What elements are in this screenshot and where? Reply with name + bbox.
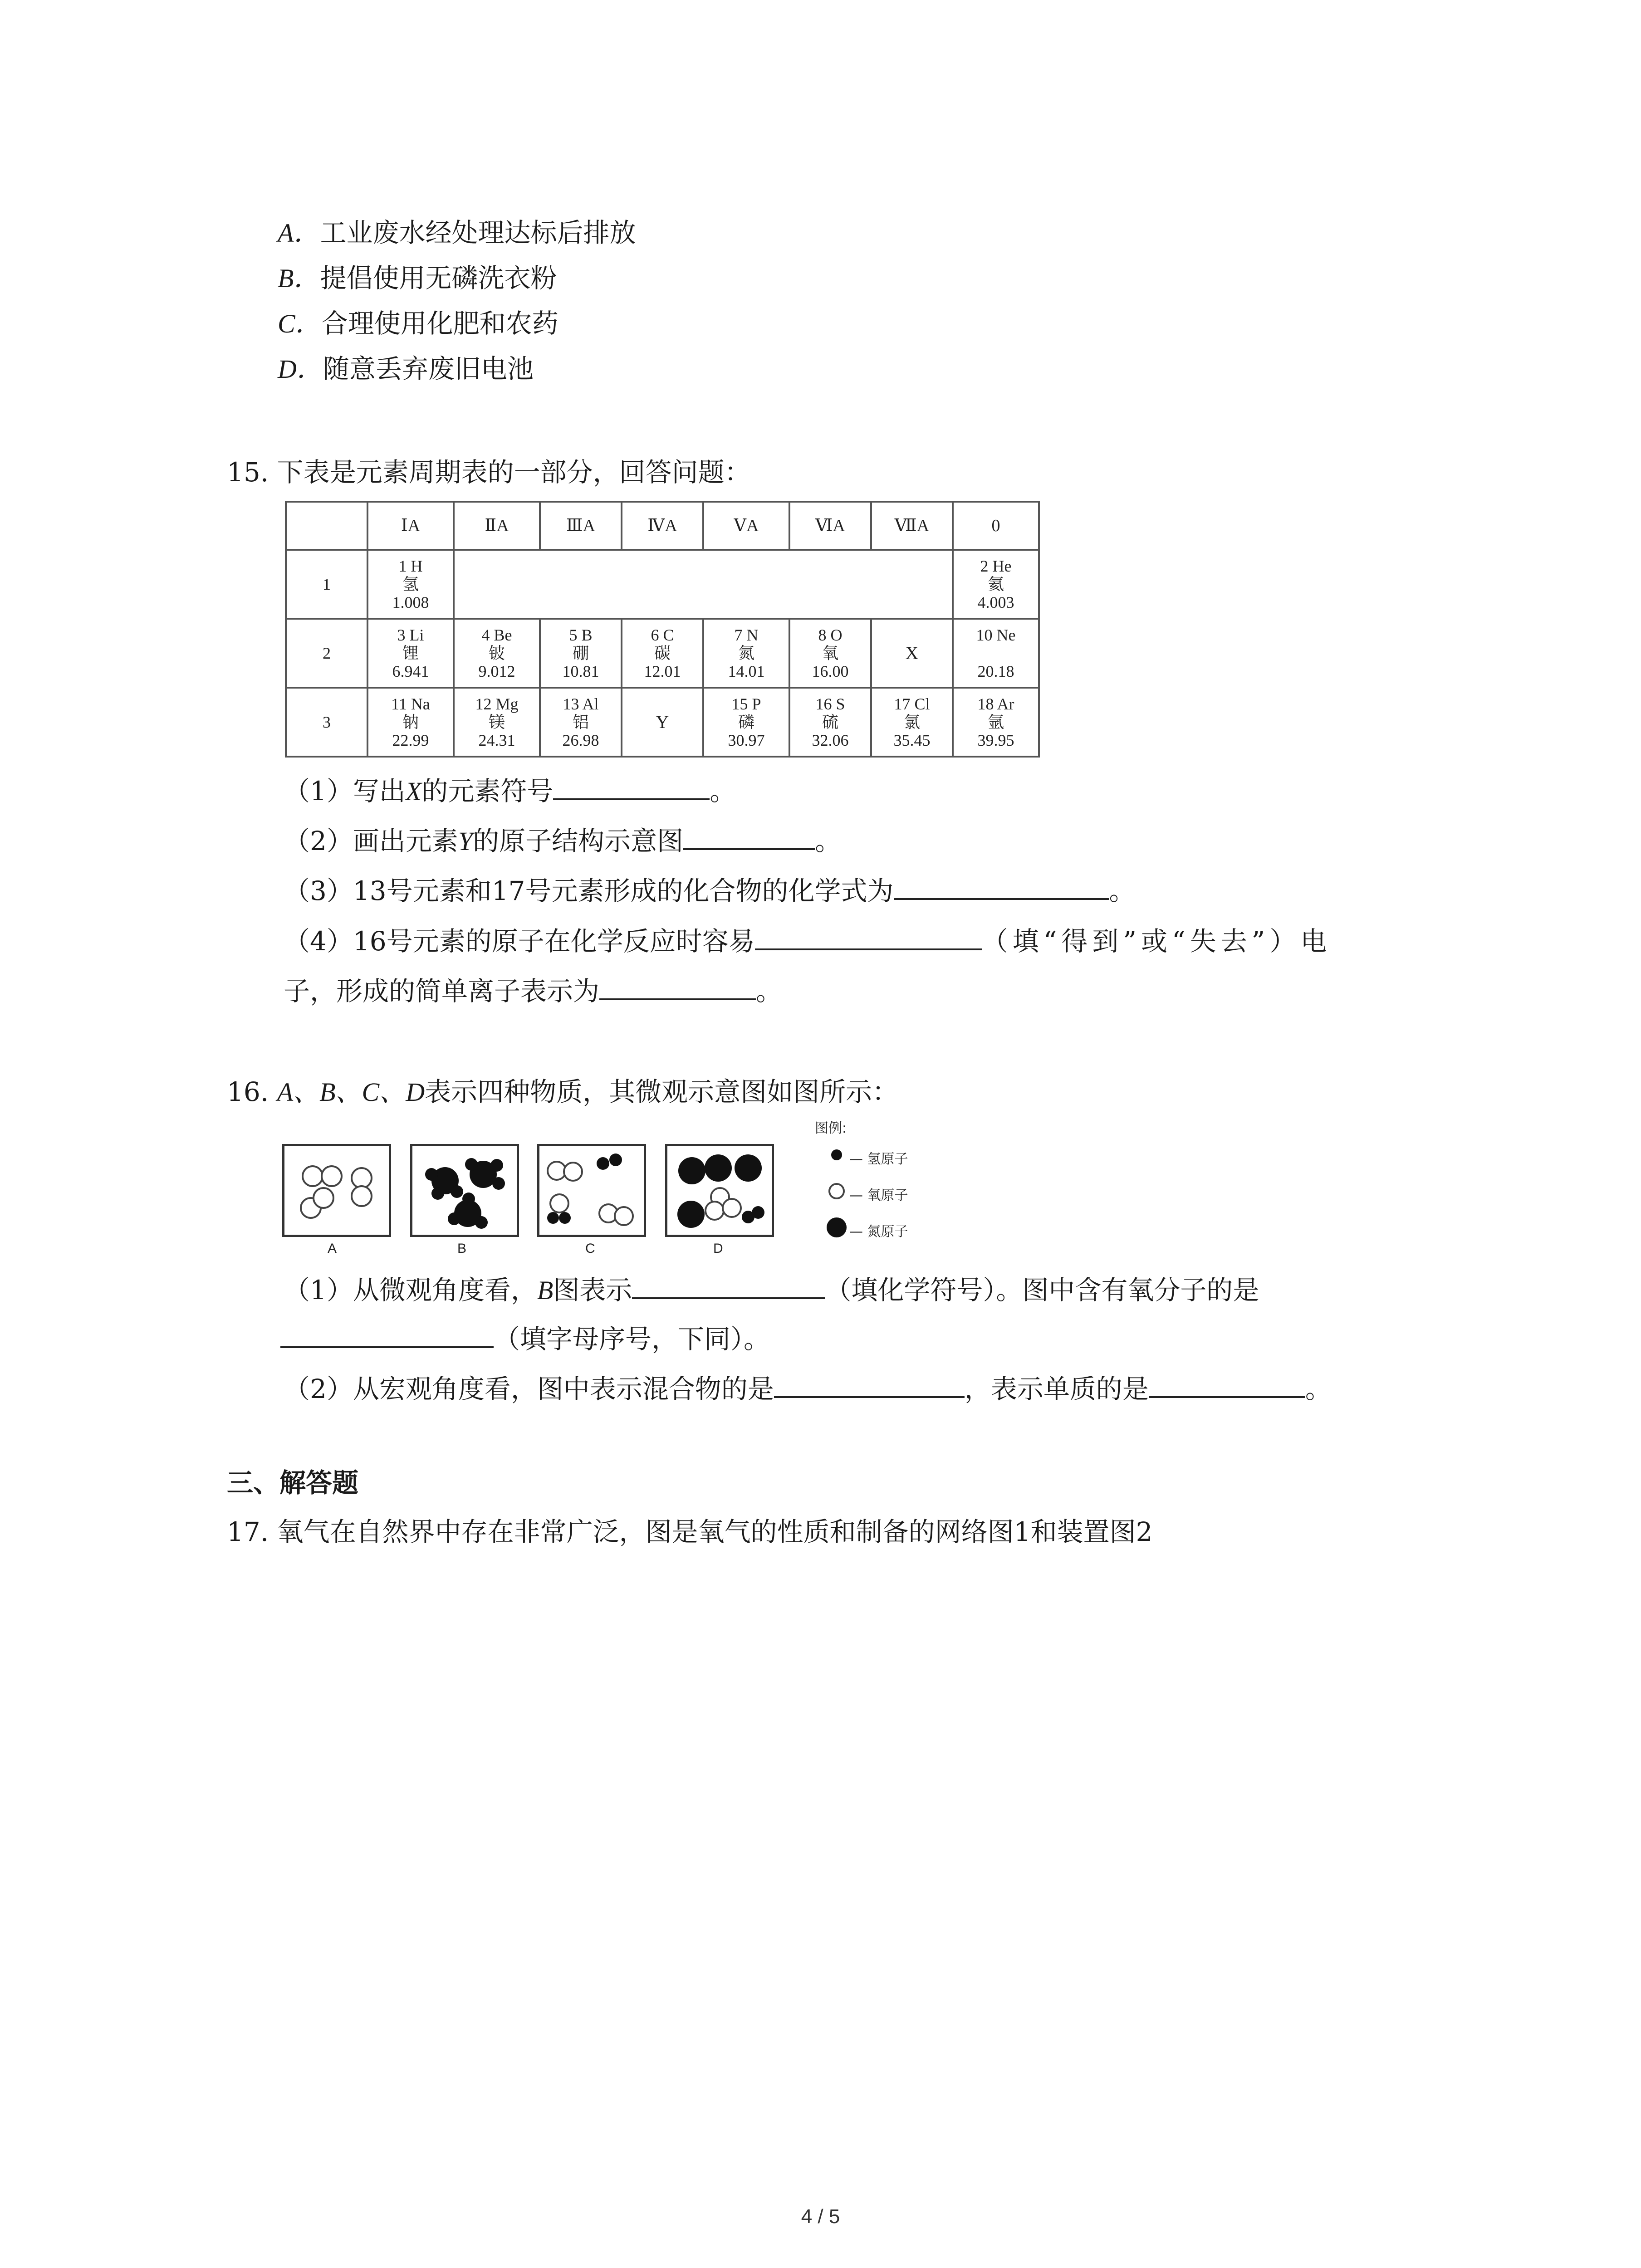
figure-label-d: D — [713, 1241, 723, 1256]
figure-label-b: B — [457, 1241, 467, 1256]
q15-sub4: （4）16号元素的原子在化学反应时容易 （填“得到”或“失去”）电 — [284, 922, 1331, 954]
element-cell: 13 Al 铝 26.98 — [540, 688, 622, 757]
answer-blank[interactable] — [632, 1271, 825, 1299]
figure-b — [410, 1144, 519, 1237]
legend-oxygen: — 氧原子 — [849, 1188, 908, 1203]
table-row — [286, 550, 1039, 619]
figure-d — [665, 1144, 774, 1237]
answer-blank[interactable] — [1149, 1370, 1305, 1398]
option-c-text: 合理使用化肥和农药 — [321, 308, 558, 339]
answer-blank[interactable] — [683, 822, 815, 850]
legend-hydrogen: — 氢原子 — [849, 1151, 908, 1167]
element-cell: 11 Na 钠 22.99 — [367, 688, 454, 757]
figure-label-c: C — [585, 1241, 595, 1256]
table-row — [286, 688, 1039, 757]
figure-label-a: A — [328, 1241, 337, 1256]
figure-b-drawing — [412, 1146, 517, 1235]
legend-nitrogen: — 氮原子 — [849, 1224, 908, 1240]
period-label: 1 — [286, 550, 367, 619]
header-cell: ⅥA — [789, 502, 871, 550]
q15-sub1: （1）写出X的元素符号 。 — [284, 772, 736, 805]
option-c-letter: C． — [278, 309, 322, 338]
table-row — [286, 619, 1039, 688]
element-cell: 12 Mg 镁 24.31 — [454, 688, 540, 757]
answer-blank[interactable] — [894, 872, 1109, 900]
option-a-text: 工业废水经处理达标后排放 — [320, 217, 636, 248]
page-number: 4 / 5 — [801, 2205, 840, 2228]
header-cell: ⅦA — [871, 502, 953, 550]
element-cell: 15 P 磷 30.97 — [703, 688, 789, 757]
answer-blank[interactable] — [774, 1370, 965, 1398]
option-b — [278, 265, 557, 292]
oxygen-atom-icon — [829, 1184, 844, 1198]
q15-sub3: （3）13号元素和17号元素形成的化合物的化学式为 。 — [284, 872, 1136, 904]
element-cell: 6 C 碳 12.01 — [622, 619, 703, 688]
element-cell: 3 Li 锂 6.941 — [367, 619, 454, 688]
period-label: 2 — [286, 619, 367, 688]
figure-d-drawing — [667, 1146, 772, 1235]
element-cell: 8 O 氧 16.00 — [789, 619, 871, 688]
q15-sub2: （2）画出元素Y的原子结构示意图 。 — [284, 822, 841, 855]
option-c — [278, 310, 558, 337]
answer-blank[interactable] — [553, 772, 710, 800]
element-cell: 18 Ar 氩 39.95 — [953, 688, 1039, 757]
hydrogen-atom-icon — [831, 1149, 842, 1160]
option-b-text: 提倡使用无磷洗衣粉 — [320, 263, 557, 293]
q16-stem: 16. A、B、C、D表示四种物质，其微观示意图如图所示： — [227, 1076, 899, 1107]
option-d-text: 随意丢弃废旧电池 — [323, 353, 534, 384]
header-cell: 0 — [953, 502, 1039, 550]
element-cell-h: 1 H 氢 1.008 — [367, 550, 454, 619]
figure-a — [282, 1144, 391, 1237]
element-cell: 17 Cl 氯 35.45 — [871, 688, 953, 757]
element-cell-y: Y — [622, 688, 703, 757]
q17-stem: 17. 氧气在自然界中存在非常广泛，图是氧气的性质和制备的网络图1和装置图2 — [227, 1516, 1153, 1547]
element-cell: 7 N 氮 14.01 — [703, 619, 789, 688]
table-header-row — [286, 502, 1039, 550]
option-a-letter: A． — [278, 218, 320, 248]
answer-blank[interactable] — [755, 922, 982, 950]
header-cell: ⅤA — [703, 502, 789, 550]
nitrogen-atom-icon — [827, 1217, 847, 1237]
answer-blank[interactable] — [280, 1320, 494, 1348]
option-a — [278, 217, 636, 248]
element-cell: 10 Ne 20.18 — [953, 619, 1039, 688]
figure-a-drawing — [284, 1146, 389, 1235]
section-title: 三、解答题 — [227, 1467, 359, 1498]
header-cell: ⅣA — [622, 502, 703, 550]
periodic-table — [285, 501, 1040, 758]
option-b-letter: B． — [278, 264, 320, 293]
q16-sub1: （1）从微观角度看，B图表示 （填化学符号）。图中含有氧分子的是 — [284, 1271, 1259, 1304]
empty-cell — [454, 550, 953, 619]
header-cell: ⅡA — [454, 502, 540, 550]
header-cell — [286, 502, 367, 550]
option-d-letter: D． — [278, 354, 323, 384]
q16-sub1-cont: （填字母序号，下同）。 — [280, 1320, 770, 1352]
element-cell: 16 S 硫 32.06 — [789, 688, 871, 757]
period-label: 3 — [286, 688, 367, 757]
element-cell-x: X — [871, 619, 953, 688]
option-d — [278, 353, 534, 384]
element-cell: 4 Be 铍 9.012 — [454, 619, 540, 688]
q16-sub2: （2）从宏观角度看，图中表示混合物的是 ，表示单质的是 。 — [284, 1370, 1332, 1402]
header-cell: ⅢA — [540, 502, 622, 550]
element-cell-he: 2 He 氦 4.003 — [953, 550, 1039, 619]
element-cell: 5 B 硼 10.81 — [540, 619, 622, 688]
answer-blank[interactable] — [599, 972, 756, 1000]
figure-c — [537, 1144, 646, 1237]
q15-stem: 15. 下表是元素周期表的一部分，回答问题： — [227, 457, 751, 488]
header-cell: ⅠA — [367, 502, 454, 550]
q15-sub4-cont: 子，形成的简单离子表示为 。 — [284, 972, 782, 1004]
legend-title: 图例: — [815, 1120, 847, 1136]
figure-c-drawing — [539, 1146, 644, 1235]
